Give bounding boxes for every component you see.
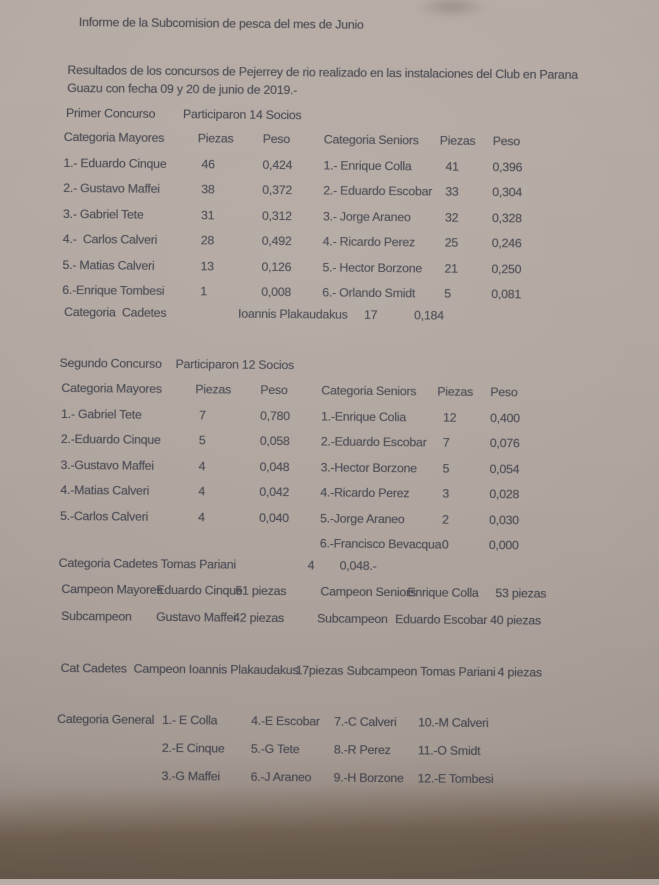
seniors-weight: 0,054 [489, 461, 520, 476]
col-header-peso-2: Peso [492, 134, 521, 149]
seniors-name: 2.-Eduardo Escobar [320, 434, 427, 450]
first-contest-participants: Participaron 14 Socios [182, 107, 302, 123]
general-rank-4: 4.-E Escobar [251, 713, 320, 729]
cadetes-name: Ioannis Plakaudakus [237, 306, 348, 322]
champion-seniors-label: Campeon Seniors [320, 584, 416, 600]
general-ranking-label: Categoria General [57, 711, 155, 727]
seniors-weight: 0,246 [491, 236, 522, 251]
mayores-weight: 0,492 [261, 233, 292, 249]
champion-seniors-pieces: 53 piezas [495, 586, 547, 601]
col-header-piezas-2: Piezas [437, 384, 474, 399]
seniors-name: 5.-Jorge Araneo [320, 510, 405, 526]
seniors-name: 4.- Ricardo Perez [322, 234, 415, 250]
seniors-weight: 0,028 [489, 487, 520, 502]
runnerup-seniors-label: Subcampeon [317, 611, 388, 627]
seniors-weight: 0,000 [488, 538, 519, 553]
runnerup-mayores-label: Subcampeon [61, 608, 132, 624]
general-rank-7: 7.-C Calveri [334, 714, 397, 730]
col-header-piezas: Piezas [195, 382, 232, 397]
seniors-name: 6.-Francisco Bevacqua [319, 536, 442, 552]
mayores-name: 3.-Gustavo Maffei [60, 457, 154, 473]
mayores-name: 2.-Eduardo Cinque [60, 431, 161, 447]
seniors-pieces: 5 [444, 286, 451, 301]
col-header-mayores: Categoria Mayores [61, 380, 162, 396]
seniors-pieces: 5 [442, 461, 450, 476]
seniors-name: 1.- Enrique Colla [323, 157, 412, 173]
mayores-name: 3.- Gabriel Tete [62, 206, 144, 222]
seniors-weight: 0,304 [492, 185, 523, 200]
cadetes-runnerup-pieces: 4 piezas [497, 665, 542, 680]
mayores-weight: 0,040 [259, 510, 289, 525]
seniors-weight: 0,076 [489, 436, 520, 451]
mayores-pieces: 5 [198, 433, 206, 448]
mayores-weight: 0,048 [259, 459, 290, 474]
seniors-name: 3.-Hector Borzone [320, 459, 417, 475]
mayores-pieces: 1 [200, 284, 207, 299]
col-header-seniors: Categoria Seniors [321, 383, 417, 399]
mayores-weight: 0,126 [261, 259, 292, 274]
col-header-peso-2: Peso [490, 385, 518, 400]
mayores-name: 4.-Matias Calveri [60, 482, 150, 498]
seniors-pieces: 12 [443, 410, 457, 425]
mayores-weight: 0,312 [261, 208, 292, 223]
seniors-weight: 0,328 [491, 210, 522, 225]
col-header-peso: Peso [262, 131, 291, 147]
first-contest-title: Primer Concurso [65, 105, 156, 121]
cadetes-label: Categoria Cadetes Tomas Pariani [58, 555, 237, 572]
champion-seniors-name: Enrique Colla [407, 585, 479, 600]
mayores-pieces: 4 [198, 484, 206, 499]
mayores-weight: 0,372 [262, 182, 293, 198]
mayores-name: 4.- Carlos Calveri [62, 231, 158, 247]
cadetes-runnerup: Subcampeon Tomas Pariani [346, 663, 496, 680]
intro-line-2: Guazu con fecha 09 y 20 de junio de 2019.- [67, 80, 298, 98]
runnerup-seniors-pieces: 40 piezas [490, 613, 541, 628]
general-rank-12: 12.-E Tombesi [417, 771, 494, 787]
general-rank-5: 5.-G Tete [250, 741, 300, 757]
mayores-weight: 0,780 [260, 408, 290, 423]
first-contest-table [62, 130, 563, 313]
seniors-weight: 0,396 [492, 159, 523, 174]
runnerup-seniors-name: Eduardo Escobar [395, 612, 488, 628]
runnerup-mayores-pieces: 42 piezas [233, 610, 284, 626]
col-header-seniors: Categoria Seniors [323, 132, 419, 148]
mayores-pieces: 4 [198, 458, 206, 473]
cadetes-pieces: 17 [363, 307, 378, 322]
seniors-pieces: 21 [444, 261, 458, 276]
mayores-weight: 0,424 [262, 157, 293, 172]
mayores-pieces: 31 [200, 207, 215, 222]
champion-mayores-name: Eduardo Cinque [156, 582, 243, 598]
general-rank-10: 10.-M Calveri [418, 715, 489, 731]
mayores-weight: 0,008 [261, 284, 292, 300]
champion-mayores-pieces: 51 piezas [235, 583, 287, 599]
col-header-piezas: Piezas [197, 131, 234, 146]
general-rank-2: 2.-E Cinque [161, 740, 225, 756]
seniors-pieces: 0 [441, 537, 449, 552]
mayores-pieces: 13 [200, 258, 214, 273]
cadetes-label: Categoria Cadetes [63, 304, 167, 320]
cadetes-champion: Campeon Ioannis Plakaudakus [133, 661, 299, 678]
mayores-name: 6.-Enrique Tombesi [62, 282, 165, 298]
col-header-peso: Peso [260, 382, 288, 398]
seniors-name: 4.-Ricardo Perez [320, 485, 410, 501]
seniors-weight: 0,030 [489, 512, 519, 527]
general-rank-3: 3.-G Maffei [161, 768, 220, 784]
mayores-pieces: 28 [200, 233, 215, 248]
general-rank-9: 9.-H Borzone [333, 770, 404, 786]
seniors-weight: 0,400 [489, 410, 520, 425]
second-contest-table [60, 381, 561, 564]
mayores-name: 1.- Eduardo Cinque [63, 155, 167, 171]
intro-line-1: Resultados de los concursos de Pejerrey de rio realizado en las instalaciones del Club en Parana [67, 62, 578, 82]
general-rank-1: 1.- E Colla [162, 712, 218, 728]
seniors-pieces: 41 [445, 159, 459, 174]
champion-mayores-label: Campeon Mayores [61, 581, 163, 597]
mayores-pieces: 4 [198, 509, 205, 524]
runnerup-mayores-name: Gustavo Maffei [156, 609, 236, 625]
general-ranking-row [0, 767, 494, 853]
mayores-weight: 0,042 [259, 484, 290, 500]
seniors-pieces: 32 [444, 210, 459, 225]
col-header-mayores: Categoria Mayores [63, 129, 165, 145]
mayores-pieces: 7 [199, 407, 206, 422]
seniors-name: 2.- Eduardo Escobar [323, 183, 433, 199]
seniors-pieces: 3 [442, 486, 450, 501]
document-title: Informe de la Subcomision de pesca del mes de Junio [78, 15, 364, 32]
seniors-pieces: 25 [444, 235, 459, 250]
mayores-weight: 0,058 [259, 433, 290, 449]
mayores-name: 5.- Matias Calveri [62, 257, 155, 273]
seniors-name: 1.-Enrique Colia [321, 408, 406, 424]
general-rank-11: 11.-O Smidt [417, 743, 481, 758]
seniors-weight: 0,081 [491, 287, 522, 302]
seniors-pieces: 2 [442, 512, 449, 527]
cadetes-champion-pieces: 17piezas [295, 663, 344, 678]
cadetes-pieces: 4 [307, 558, 315, 573]
col-header-piezas-2: Piezas [439, 133, 476, 148]
seniors-pieces: 7 [442, 435, 450, 450]
cadetes-weight: 0,048.- [339, 558, 377, 573]
mayores-name: 2.- Gustavo Maffei [63, 180, 160, 196]
mayores-name: 5.-Carlos Calveri [60, 508, 149, 524]
seniors-pieces: 33 [445, 184, 459, 199]
general-rank-8: 8.-R Perez [333, 742, 391, 758]
photo-smudge [402, 0, 502, 22]
mayores-pieces: 46 [201, 156, 215, 171]
seniors-name: 6.- Orlando Smidt [322, 285, 416, 301]
seniors-name: 5.- Hector Borzone [322, 259, 423, 275]
general-rank-6: 6.-J Araneo [250, 769, 312, 785]
seniors-name: 3.- Jorge Araneo [322, 208, 411, 224]
second-contest-participants: Participaron 12 Socios [175, 357, 295, 373]
seniors-weight: 0,250 [491, 261, 522, 276]
mayores-pieces: 38 [201, 182, 215, 197]
cadetes-category-label: Cat Cadetes [60, 660, 127, 676]
cadetes-weight: 0,184 [413, 308, 444, 323]
second-contest-title: Segundo Concurso [59, 355, 162, 371]
mayores-name: 1.- Gabriel Tete [61, 406, 142, 422]
